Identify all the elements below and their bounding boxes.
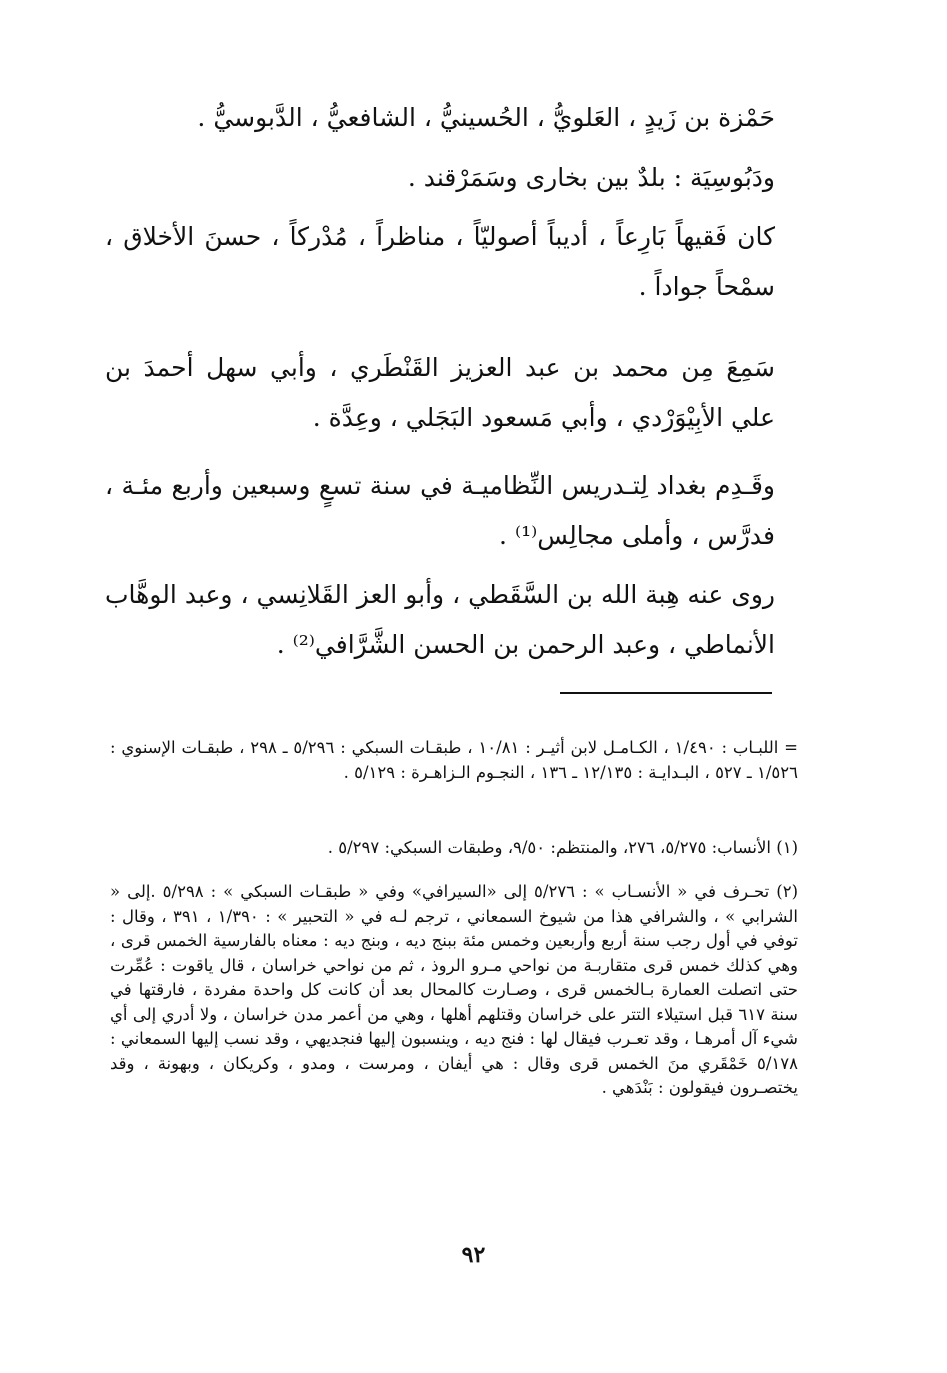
paragraph-teachers: سَمِعَ مِن محمد بن عبد العزيز القَنْطَري ، وأبي سهل أحمدَ بن علي الأبِيْوَرْدي ، وأبي مَسعود البَجَلي ، وعِدَّة .: [105, 353, 775, 432]
paragraph-students: روى عنه هِبة الله بن السَّقَطي ، وأبو العز القَلانِسي ، وعبد الوهَّاب الأنماطي ، وعبد الرحمن بن الحسن الشَّرَّافي⁽²⁾ .: [105, 580, 775, 659]
paragraph-baghdad: وقَـدِم بغداد لِتـدريس النِّظاميـة في سنة تسعٍ وسبعين وأربع مئـة ، فدرَّس ، وأملى مجالِس⁽¹⁾ .: [105, 471, 775, 550]
footnote-1: (١) الأنساب: ٥/٢٧٥، ٢٧٦، والمنتظم: ٩/٥٠، وطبقات السبكي: ٥/٢٩٧ .: [327, 838, 798, 857]
footnote-2: (٢) تحـرف في « الأنسـاب » : ٥/٢٧٦ إلى «السيرافي» وفي « طبقـات السبكي » : ٥/٢٩٨ .إلى « الشرابي » ، والشرافي هذا من شيوخ السمعاني ، ترجم لـه في « التحبير » : ١/٣٩٠ ، ٣٩١ ، وقال : توفي في أول رجب سنة أربع وأربعين وخمس مئة ببنج ديه ، وبنج ديه : معناه بالفارسية الخمس قرى ، وهي كذلك خمس قرى متقاربـة من نواحي مـرو الروذ ، ثم من نواحي خراسان ، قال ياقوت : عُمِّرت حتى اتصلت العمارة بـالخمس قرى ، وصـارت كالمحال بعد أن كانت كل واحدة مفردة ، فارقتها في سنة ٦١٧ قبل استيلاء التتر على خراسان وقتلهم أهلها ، وهي من أعمر مدن خراسان ، ولا أدري إلى أي شيء آل أمرهـا ، وقد تعـرب فيقال لها : فنج ديه ، وينسبون إليها فنجديهي ، وقد نسب إليها السمعاني : ٥/١٧٨ خَمْقَري منَ الخمس قرى وقال : هي أيفان ، ومرست ، ومدو ، وكريكان ، وبهونة ، وقد يختصـرون فيقولون : بَنْدَهي .: [110, 882, 798, 1097]
footnote-divider: [560, 692, 772, 694]
footnote-continuation: = اللبـاب : ١/٤٩٠ ، الكـامـل لابن أثيـر : ١٠/٨١ ، طبقـات السبكي : ٥/٢٩٦ ـ ٢٩٨ ، طبقـات الإسنوي : ١/٥٢٦ ـ ٥٢٧ ، البـدايـة : ١٢/١٣٥ ـ ١٣٦ ، النجـوم الـزاهـرة : ٥/١٢٩ .: [110, 738, 798, 782]
paragraph-name-line: حَمْزة بن زَيدٍ ، العَلويُّ ، الحُسينيُّ ، الشافعيُّ ، الدَّبوسيُّ .: [197, 103, 775, 132]
paragraph-place-note: ودَبُوسِيَة : بلدٌ بين بخارى وسَمَرْقند .: [407, 163, 775, 192]
page-number: ٩٢: [461, 1242, 486, 1268]
paragraph-description: كان فَقيهاً بَارِعاً ، أديباً أصوليّاً ، مناظراً ، مُدْركاً ، حسنَ الأخلاق ، سمْحاً جواداً .: [105, 222, 775, 301]
